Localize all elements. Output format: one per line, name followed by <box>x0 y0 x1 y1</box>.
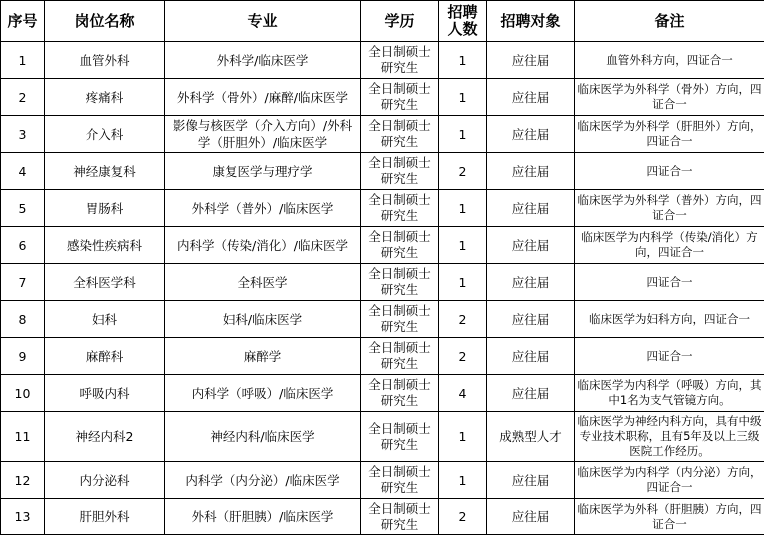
header-no: 序号 <box>1 1 45 42</box>
cell-target: 应往届 <box>487 462 575 499</box>
cell-education: 全日制硕士研究生 <box>361 375 439 412</box>
cell-count: 1 <box>439 462 487 499</box>
cell-count: 2 <box>439 153 487 190</box>
table-row <box>1 375 764 412</box>
cell-note: 临床医学为神经内科方向，具有中级专业技术职称，且有5年及以上三级医院工作经历。 <box>575 412 764 462</box>
cell-count: 1 <box>439 227 487 264</box>
cell-count: 1 <box>439 79 487 116</box>
cell-note: 临床医学为外科学（骨外）方向，四证合一 <box>575 79 764 116</box>
cell-note: 四证合一 <box>575 264 764 301</box>
table-row <box>1 301 764 338</box>
table-row <box>1 499 764 535</box>
table-row <box>1 338 764 375</box>
cell-target: 应往届 <box>487 499 575 535</box>
cell-major: 妇科/临床医学 <box>165 301 361 338</box>
cell-education: 全日制硕士研究生 <box>361 227 439 264</box>
cell-count: 2 <box>439 301 487 338</box>
cell-position: 神经内科2 <box>45 412 165 462</box>
header-position: 岗位名称 <box>45 1 165 42</box>
cell-no: 3 <box>1 116 45 153</box>
table-row <box>1 462 764 499</box>
cell-education: 全日制硕士研究生 <box>361 301 439 338</box>
cell-target: 应往届 <box>487 264 575 301</box>
header-row <box>1 1 764 42</box>
table-row <box>1 79 764 116</box>
cell-education: 全日制硕士研究生 <box>361 338 439 375</box>
cell-target: 成熟型人才 <box>487 412 575 462</box>
cell-major: 外科学（普外）/临床医学 <box>165 190 361 227</box>
table-row <box>1 264 764 301</box>
cell-position: 血管外科 <box>45 42 165 79</box>
table-row <box>1 190 764 227</box>
cell-target: 应往届 <box>487 79 575 116</box>
cell-major: 外科学/临床医学 <box>165 42 361 79</box>
cell-major: 内科学（内分泌）/临床医学 <box>165 462 361 499</box>
cell-education: 全日制硕士研究生 <box>361 190 439 227</box>
cell-target: 应往届 <box>487 301 575 338</box>
cell-count: 1 <box>439 42 487 79</box>
cell-target: 应往届 <box>487 153 575 190</box>
cell-count: 1 <box>439 412 487 462</box>
cell-major: 全科医学 <box>165 264 361 301</box>
cell-no: 5 <box>1 190 45 227</box>
cell-target: 应往届 <box>487 190 575 227</box>
cell-position: 感染性疾病科 <box>45 227 165 264</box>
cell-major: 麻醉学 <box>165 338 361 375</box>
cell-no: 7 <box>1 264 45 301</box>
cell-target: 应往届 <box>487 42 575 79</box>
cell-education: 全日制硕士研究生 <box>361 462 439 499</box>
cell-education: 全日制硕士研究生 <box>361 412 439 462</box>
header-count: 招聘人数 <box>439 1 487 42</box>
table-row <box>1 116 764 153</box>
cell-note: 临床医学为内科学（呼吸）方向，其中1名为支气管镜方向。 <box>575 375 764 412</box>
cell-count: 1 <box>439 264 487 301</box>
cell-no: 1 <box>1 42 45 79</box>
cell-major: 神经内科/临床医学 <box>165 412 361 462</box>
cell-position: 妇科 <box>45 301 165 338</box>
cell-education: 全日制硕士研究生 <box>361 153 439 190</box>
cell-no: 4 <box>1 153 45 190</box>
cell-major: 外科（肝胆胰）/临床医学 <box>165 499 361 535</box>
cell-position: 肝胆外科 <box>45 499 165 535</box>
table-row <box>1 227 764 264</box>
cell-position: 神经康复科 <box>45 153 165 190</box>
cell-count: 4 <box>439 375 487 412</box>
cell-position: 麻醉科 <box>45 338 165 375</box>
cell-education: 全日制硕士研究生 <box>361 264 439 301</box>
cell-target: 应往届 <box>487 116 575 153</box>
header-major: 专业 <box>165 1 361 42</box>
header-target: 招聘对象 <box>487 1 575 42</box>
header-note: 备注 <box>575 1 764 42</box>
cell-no: 12 <box>1 462 45 499</box>
cell-position: 全科医学科 <box>45 264 165 301</box>
cell-no: 2 <box>1 79 45 116</box>
cell-note: 四证合一 <box>575 153 764 190</box>
cell-note: 临床医学为妇科方向，四证合一 <box>575 301 764 338</box>
cell-note: 临床医学为外科学（普外）方向，四证合一 <box>575 190 764 227</box>
table-row <box>1 412 764 462</box>
cell-note: 血管外科方向，四证合一 <box>575 42 764 79</box>
cell-note: 临床医学为外科（肝胆胰）方向，四证合一 <box>575 499 764 535</box>
cell-major: 外科学（骨外）/麻醉/临床医学 <box>165 79 361 116</box>
cell-no: 10 <box>1 375 45 412</box>
cell-position: 内分泌科 <box>45 462 165 499</box>
cell-target: 应往届 <box>487 227 575 264</box>
cell-major: 内科学（传染/消化）/临床医学 <box>165 227 361 264</box>
cell-education: 全日制硕士研究生 <box>361 499 439 535</box>
cell-target: 应往届 <box>487 338 575 375</box>
cell-note: 四证合一 <box>575 338 764 375</box>
header-education: 学历 <box>361 1 439 42</box>
cell-note: 临床医学为内科学（传染/消化）方向，四证合一 <box>575 227 764 264</box>
cell-no: 8 <box>1 301 45 338</box>
cell-note: 临床医学为内科学（内分泌）方向，四证合一 <box>575 462 764 499</box>
cell-note: 临床医学为外科学（肝胆外）方向，四证合一 <box>575 116 764 153</box>
cell-education: 全日制硕士研究生 <box>361 116 439 153</box>
cell-no: 6 <box>1 227 45 264</box>
cell-major: 内科学（呼吸）/临床医学 <box>165 375 361 412</box>
cell-count: 1 <box>439 190 487 227</box>
table-row <box>1 42 764 79</box>
cell-count: 2 <box>439 338 487 375</box>
cell-position: 胃肠科 <box>45 190 165 227</box>
cell-no: 9 <box>1 338 45 375</box>
cell-no: 13 <box>1 499 45 535</box>
cell-education: 全日制硕士研究生 <box>361 42 439 79</box>
cell-position: 介入科 <box>45 116 165 153</box>
cell-position: 呼吸内科 <box>45 375 165 412</box>
cell-position: 疼痛科 <box>45 79 165 116</box>
cell-major: 影像与核医学（介入方向）/外科学（肝胆外）/临床医学 <box>165 116 361 153</box>
cell-education: 全日制硕士研究生 <box>361 79 439 116</box>
cell-no: 11 <box>1 412 45 462</box>
cell-target: 应往届 <box>487 375 575 412</box>
cell-count: 1 <box>439 116 487 153</box>
cell-major: 康复医学与理疗学 <box>165 153 361 190</box>
table-row <box>1 153 764 190</box>
cell-count: 2 <box>439 499 487 535</box>
